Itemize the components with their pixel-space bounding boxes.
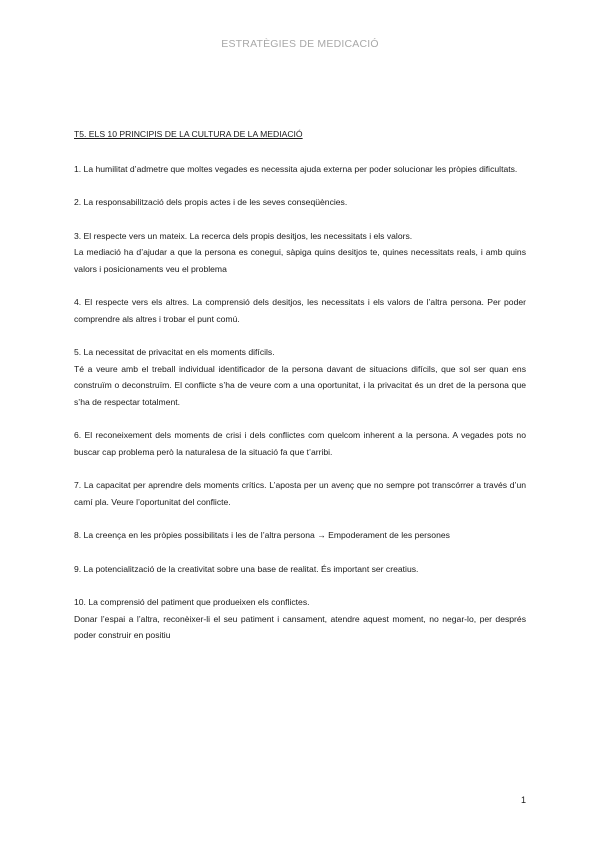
principle-10-text: 10. La comprensió del patiment que produeixen els conflictes. bbox=[74, 597, 310, 607]
principle-10-detail: Donar l’espai a l’altra, reconèixer-li el seu patiment i cansament, atendre aquest moment, no negar-lo, per després poder construir en positiu bbox=[74, 613, 526, 640]
principle-9-text: 9. La potencialització de la creativitat sobre una base de realitat. És important ser creatius. bbox=[74, 563, 419, 574]
page-header-title: ESTRATÈGIES DE MEDICACIÓ bbox=[221, 38, 379, 50]
principle-9 bbox=[74, 561, 526, 578]
principle-10 bbox=[74, 594, 526, 644]
principle-3-text: 3. El respecte vers un mateix. La recerca dels propis desitjos, les necessitats i els valors. bbox=[74, 230, 413, 241]
principle-4-text: 4. El respecte vers els altres. La comprensió dels desitjos, les necessitats i els valors de l’altra persona. Per poder comprendre als altres i trobar el punt comú. bbox=[74, 297, 526, 324]
principle-4 bbox=[74, 294, 526, 327]
principle-8 bbox=[74, 527, 526, 544]
principle-3-detail: La mediació ha d’ajudar a que la persona es conegui, sàpiga quins desitjos te, quines necessitats reals, i amb quins valors i posicionaments veu el problema bbox=[74, 247, 526, 274]
principle-8-text: 8. La creença en les pròpies possibilitats i les de l’altra persona → Empoderament de les persones bbox=[74, 530, 450, 540]
section-title: T5. ELS 10 PRINCIPIS DE LA CULTURA DE LA MEDIACIÓ bbox=[74, 129, 303, 139]
principle-6-text: 6. El reconeixement dels moments de crisi i dels conflictes com quelcom inherent a la persona. A vegades pots no buscar cap problema però la naturalesa de la situació fa que t’arribi. bbox=[74, 430, 526, 457]
principle-7 bbox=[74, 477, 526, 510]
principle-2 bbox=[74, 194, 526, 211]
principle-2-text: 2. La responsabilització dels propis actes i de les seves conseqüències. bbox=[74, 197, 348, 207]
principle-6 bbox=[74, 427, 526, 460]
document-body bbox=[74, 126, 526, 661]
principle-5-detail: Té a veure amb el treball individual identificador de la persona davant de situacions difícils, que sol ser quan ens construïm o deconstruïm. El conflicte s’ha de veure com a una oportunitat, i la privacitat és un dret de la persona que s’ha de respectar totalment. bbox=[74, 363, 526, 407]
principle-1-text: 1. La humilitat d’admetre que moltes vegades es necessita ajuda externa per poder solucionar les pròpies dificultats. bbox=[74, 163, 518, 174]
principle-5-text: 5. La necessitat de privacitat en els moments difícils. bbox=[74, 347, 275, 357]
principle-1 bbox=[74, 161, 526, 178]
principle-5 bbox=[74, 344, 526, 410]
page-number: 1 bbox=[520, 795, 526, 805]
principle-3 bbox=[74, 228, 526, 278]
principle-7-text: 7. La capacitat per aprendre dels moments crítics. L’aposta per un avenç que no sempre pot transcórrer a través d’un camí pla. Veure l’oportunitat del conflicte. bbox=[74, 480, 526, 507]
